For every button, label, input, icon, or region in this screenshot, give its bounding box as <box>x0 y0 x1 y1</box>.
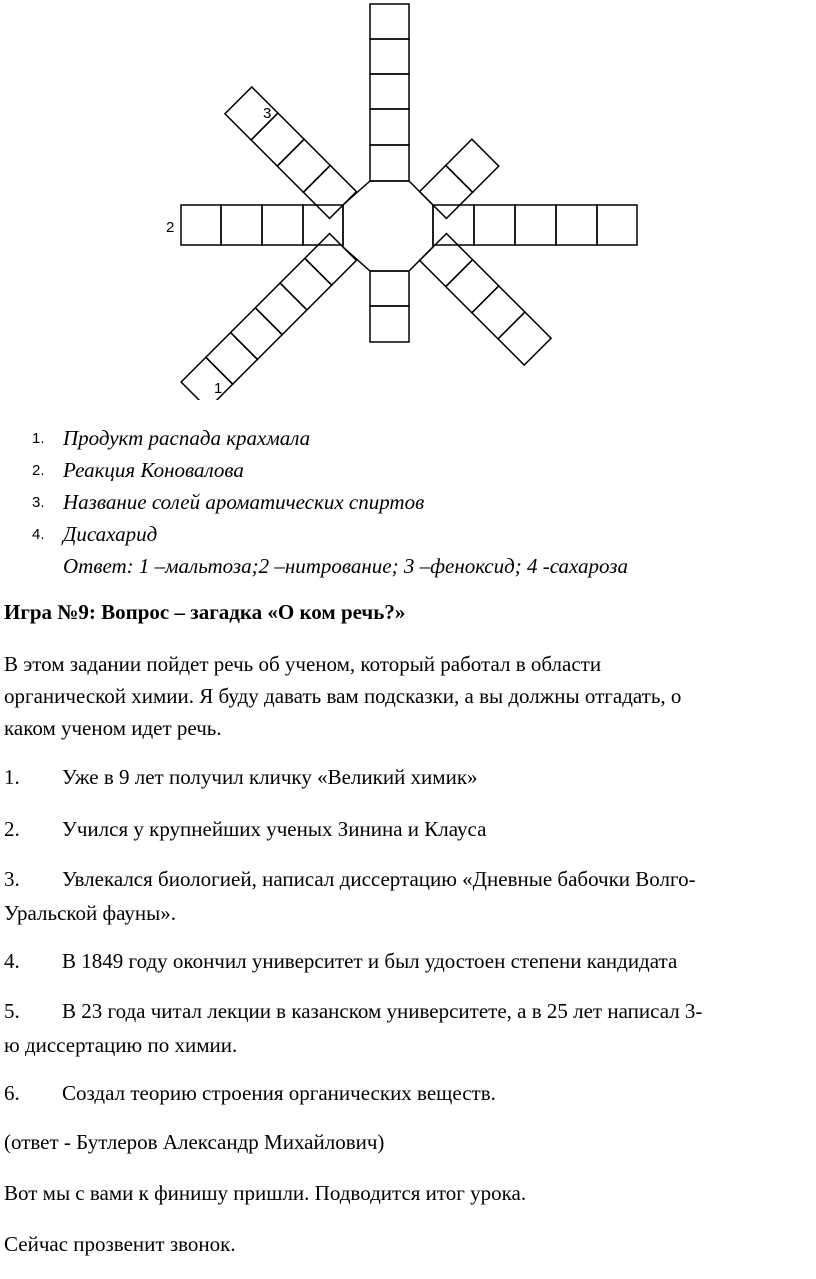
clue-number: 3. <box>32 493 45 511</box>
hint-text: Увлекался биологией, написал диссертацию «Дневные бабочки Волго- <box>62 867 696 891</box>
hint-text: В 23 года читал лекции в казанском университете, а в 25 лет написал 3- <box>62 999 703 1023</box>
crossword-answer: Ответ: 1 –мальтоза;2 –нитрование; 3 –феноксид; 4 -сахароза <box>63 554 628 578</box>
hint-item <box>4 1076 804 1110</box>
clue-item <box>32 422 792 454</box>
clue-text: Реакция Коновалова <box>63 457 244 482</box>
intro-line: каком ученом идет речь. <box>4 716 222 740</box>
crossword-label-1: 1 <box>214 380 223 397</box>
intro-line: В этом задании пойдет речь об ученом, который работал в области <box>4 652 602 676</box>
hint-text: В 1849 году окончил университет и был удостоен степени кандидата <box>62 949 678 973</box>
hint-text-continued: ю диссертацию по химии. <box>4 1033 238 1057</box>
clue-number: 2. <box>32 461 45 479</box>
hint-number: 4. <box>4 949 20 973</box>
hint-text: Уже в 9 лет получил кличку «Великий химик» <box>62 765 478 789</box>
closing-line: Сейчас прозвенит звонок. <box>4 1232 236 1256</box>
hint-item <box>4 944 804 978</box>
hint-number: 6. <box>4 1081 20 1105</box>
hint-number: 2. <box>4 817 20 841</box>
riddle-answer: (ответ - Бутлеров Александр Михайлович) <box>4 1130 385 1154</box>
closing-line: Вот мы с вами к финишу пришли. Подводится итог урока. <box>4 1181 527 1205</box>
hint-text: Создал теорию строения органических веществ. <box>62 1081 496 1105</box>
clue-text: Название солей ароматических спиртов <box>63 489 425 514</box>
crossword-label-3: 3 <box>263 105 272 122</box>
hint-text-continued: Уральской фауны». <box>4 901 176 925</box>
clue-number: 4. <box>32 525 45 543</box>
hint-item <box>4 862 804 930</box>
clue-list <box>32 422 792 582</box>
hint-number: 5. <box>4 999 20 1023</box>
crossword-grid <box>0 0 816 400</box>
clue-number: 1. <box>32 429 45 447</box>
clue-text: Дисахарид <box>63 521 158 546</box>
hint-text: Учился у крупнейших ученых Зинина и Клауса <box>62 817 487 841</box>
crossword-center <box>343 181 433 271</box>
intro-paragraph <box>4 648 804 744</box>
clue-item <box>32 518 792 550</box>
clue-text: Продукт распада крахмала <box>63 425 311 450</box>
hint-number: 3. <box>4 867 20 891</box>
hint-number: 1. <box>4 765 20 789</box>
crossword-label-2: 2 <box>166 219 175 236</box>
intro-line: органической химии. Я буду давать вам подсказки, а вы должны отгадать, о <box>4 684 682 708</box>
clue-item <box>32 486 792 518</box>
hint-item <box>4 760 804 794</box>
game-title: Игра №9: Вопрос – загадка «О ком речь?» <box>4 600 406 624</box>
hint-item <box>4 812 804 846</box>
clue-item <box>32 454 792 486</box>
hint-item <box>4 994 804 1062</box>
